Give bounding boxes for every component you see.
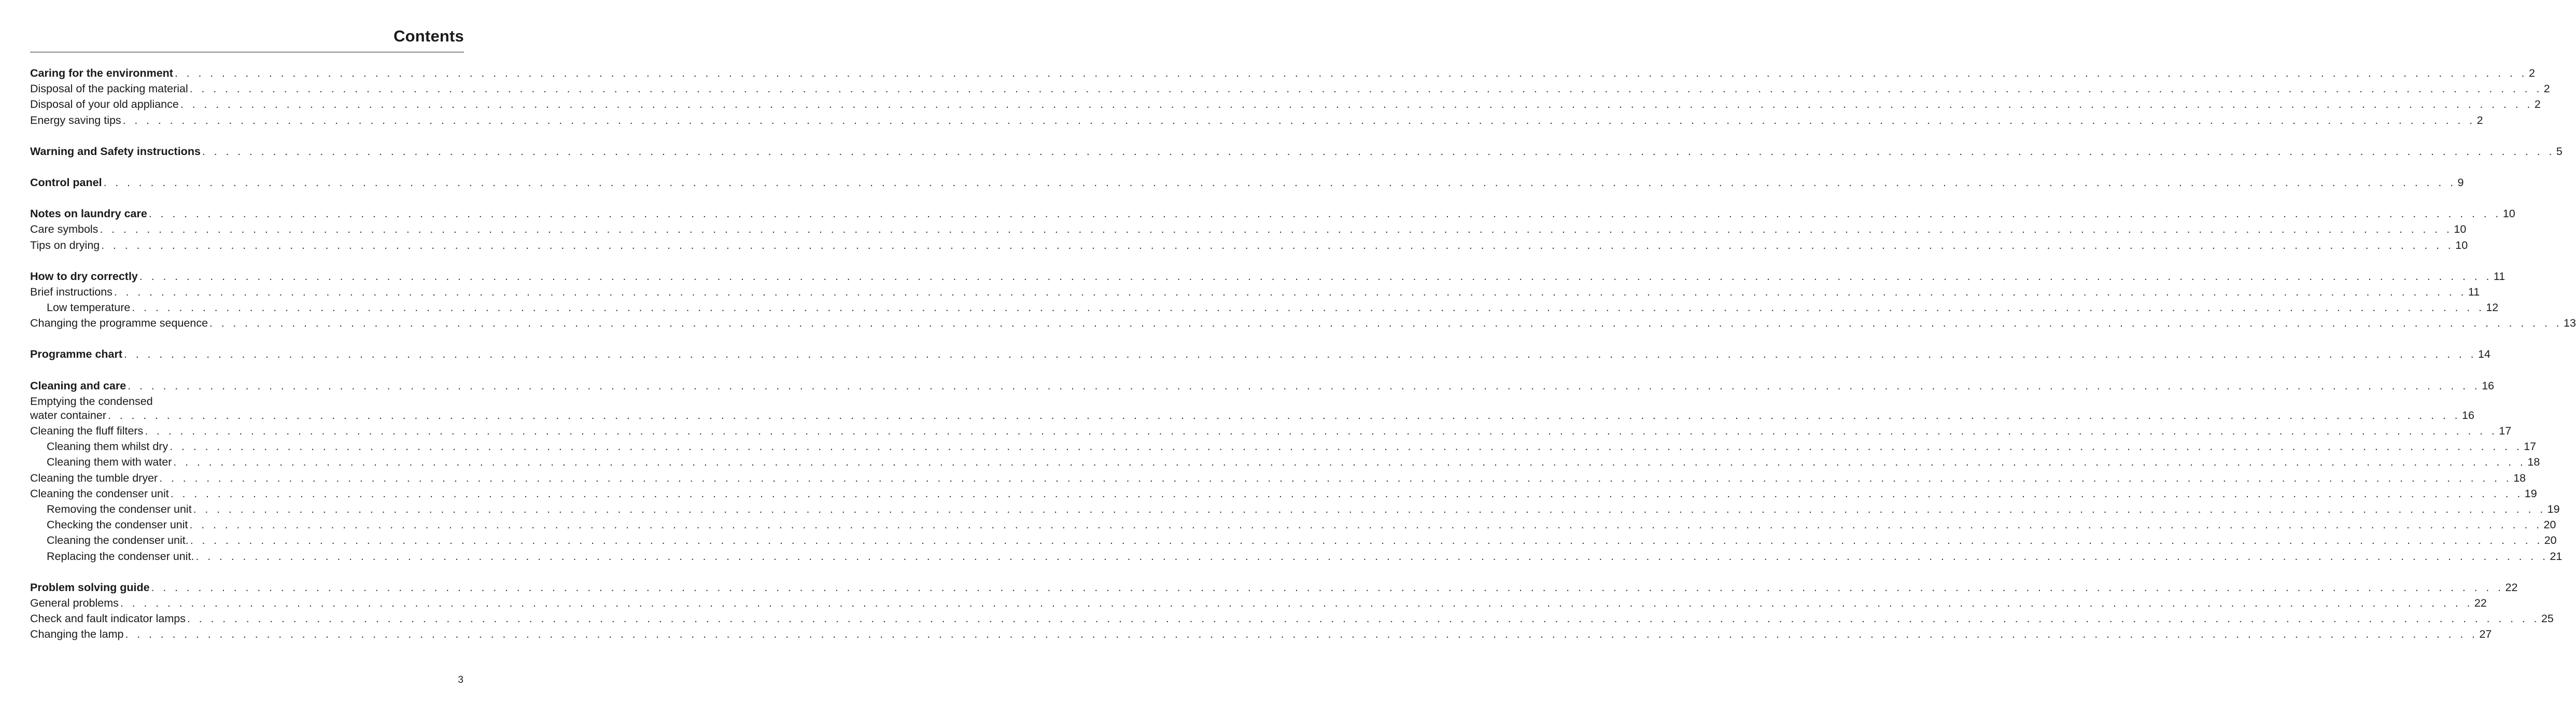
- toc-heading-entry[interactable]: [30, 580, 2518, 595]
- toc-entry-label: Notes on laundry care: [30, 207, 147, 220]
- toc-heading-entry[interactable]: [30, 65, 2535, 81]
- dot-leader: . . . . . . . . . . . . . . . . . . . . . . . . . . . . . . . . . . . . . . . . . . . . . . . . . . . . . . . . . . . . . . . . . . . . . . . . . . . . . . . . . . . . . . . . . . . . . . . . . . . . . . . . . . . . . . . . . . . . . . . . . . . . . . . . . . . . . . . . . . . . . . . . . . . . . . . . . . . . . . . . . . . . . . . . . . . . . . . . . . . . . . . . . . . . . . . . . . . . . . . .: [125, 628, 2478, 641]
- dot-leader: . . . . . . . . . . . . . . . . . . . . . . . . . . . . . . . . . . . . . . . . . . . . . . . . . . . . . . . . . . . . . . . . . . . . . . . . . . . . . . . . . . . . . . . . . . . . . . . . . . . . . . . . . . . . . . . . . . . . . . . . . . . . . . . . . . . . . . . . . . . . . . . . . . . . . . . . . . . . . . . . . . . . . . . . . . . . . . . . . . . . . . . . . . . . . . . . . . . . . . . .: [124, 348, 2477, 361]
- toc-entry-label: Checking the condenser unit: [47, 518, 188, 531]
- toc-entry-page-number: 19: [2547, 502, 2560, 515]
- toc-section: [30, 346, 2490, 362]
- toc-entry-page-number: 19: [2524, 487, 2537, 500]
- toc-section: [30, 206, 2515, 253]
- toc-entry-page-number: 17: [2499, 425, 2512, 437]
- toc-entry-page-number: 25: [2541, 612, 2554, 625]
- toc-entry-page-number: 14: [2478, 348, 2490, 361]
- dot-leader: . . . . . . . . . . . . . . . . . . . . . . . . . . . . . . . . . . . . . . . . . . . . . . . . . . . . . . . . . . . . . . . . . . . . . . . . . . . . . . . . . . . . . . . . . . . . . . . . . . . . . . . . . . . . . . . . . . . . . . . . . . . . . . . . . . . . . . . . . . . . . . . . . . . . . . . . . . . . . . . . . . . . . . . . . . . . . . . . . . . . . . . . . . . . . . . . . . . . . . . .: [159, 471, 2512, 484]
- toc-entry[interactable]: [30, 439, 2537, 454]
- dot-leader: . . . . . . . . . . . . . . . . . . . . . . . . . . . . . . . . . . . . . . . . . . . . . . . . . . . . . . . . . . . . . . . . . . . . . . . . . . . . . . . . . . . . . . . . . . . . . . . . . . . . . . . . . . . . . . . . . . . . . . . . . . . . . . . . . . . . . . . . . . . . . . . . . . . . . . . . . . . . . . . . . . . . . . . . . . . . . . . . . . . . . . . . . . . . . . . . . . . . . . . .: [100, 223, 2453, 236]
- dot-leader: . . . . . . . . . . . . . . . . . . . . . . . . . . . . . . . . . . . . . . . . . . . . . . . . . . . . . . . . . . . . . . . . . . . . . . . . . . . . . . . . . . . . . . . . . . . . . . . . . . . . . . . . . . . . . . . . . . . . . . . . . . . . . . . . . . . . . . . . . . . . . . . . . . . . . . . . . . . . . . . . . . . . . . . . . . . . . . . . . . . . . . . . . . . . . . . . . . . . . . . .: [148, 207, 2501, 220]
- toc-section: [30, 269, 2576, 331]
- toc-entry[interactable]: [30, 96, 2541, 112]
- dot-leader: . . . . . . . . . . . . . . . . . . . . . . . . . . . . . . . . . . . . . . . . . . . . . . . . . . . . . . . . . . . . . . . . . . . . . . . . . . . . . . . . . . . . . . . . . . . . . . . . . . . . . . . . . . . . . . . . . . . . . . . . . . . . . . . . . . . . . . . . . . . . . . . . . . . . . . . . . . . . . . . . . . . . . . . . . . . . . . . . . . . . . . . . . . . . . . . . . . . . . . . .: [170, 487, 2523, 500]
- dot-leader: . . . . . . . . . . . . . . . . . . . . . . . . . . . . . . . . . . . . . . . . . . . . . . . . . . . . . . . . . . . . . . . . . . . . . . . . . . . . . . . . . . . . . . . . . . . . . . . . . . . . . . . . . . . . . . . . . . . . . . . . . . . . . . . . . . . . . . . . . . . . . . . . . . . . . . . . . . . . . . . . . . . . . . . . . . . . . . . . . . . . . . . . . . . . . . . . . . . . . . . .: [151, 581, 2504, 594]
- toc-entry-label: Removing the condenser unit: [47, 502, 192, 515]
- toc-entry-page-number: 22: [2474, 596, 2487, 609]
- dot-leader: . . . . . . . . . . . . . . . . . . . . . . . . . . . . . . . . . . . . . . . . . . . . . . . . . . . . . . . . . . . . . . . . . . . . . . . . . . . . . . . . . . . . . . . . . . . . . . . . . . . . . . . . . . . . . . . . . . . . . . . . . . . . . . . . . . . . . . . . . . . . . . . . . . . . . . . . . . . . . . . . . . . . . . . . . . . . . . . . . . . . . . . . . . . . . . . . . . . . . . . .: [174, 67, 2527, 79]
- toc-entry[interactable]: [30, 284, 2480, 300]
- toc-entry-page-number: 10: [2455, 239, 2468, 251]
- toc-entry-page-number: 10: [2502, 207, 2515, 220]
- toc-section: [30, 144, 2563, 159]
- page-number: 3: [458, 675, 463, 685]
- toc-entry[interactable]: [30, 113, 2483, 128]
- toc-entry[interactable]: [30, 486, 2537, 501]
- toc-entry-label: Changing the lamp: [30, 628, 124, 641]
- toc-entry-label: Disposal of the packing material: [30, 82, 188, 95]
- toc-entry-page-number: 2: [2528, 67, 2535, 79]
- dot-leader: . . . . . . . . . . . . . . . . . . . . . . . . . . . . . . . . . . . . . . . . . . . . . . . . . . . . . . . . . . . . . . . . . . . . . . . . . . . . . . . . . . . . . . . . . . . . . . . . . . . . . . . . . . . . . . . . . . . . . . . . . . . . . . . . . . . . . . . . . . . . . . . . . . . . . . . . . . . . . . . . . . . . . . . . . . . . . . . . . . . . . . . . . . . . . . . . . . . . . . . .: [101, 239, 2454, 251]
- toc-entry-label: General problems: [30, 596, 119, 609]
- dot-leader: . . . . . . . . . . . . . . . . . . . . . . . . . . . . . . . . . . . . . . . . . . . . . . . . . . . . . . . . . . . . . . . . . . . . . . . . . . . . . . . . . . . . . . . . . . . . . . . . . . . . . . . . . . . . . . . . . . . . . . . . . . . . . . . . . . . . . . . . . . . . . . . . . . . . . . . . . . . . . . . . . . . . . . . . . . . . . . . . . . . . . . . . . . . . . . . . . . . . . . . .: [128, 379, 2481, 392]
- toc-entry-label: Tips on drying: [30, 239, 100, 251]
- toc-entry-page-number: 9: [2457, 176, 2464, 189]
- toc-entry-page-number: 27: [2479, 628, 2492, 641]
- dot-leader: . . . . . . . . . . . . . . . . . . . . . . . . . . . . . . . . . . . . . . . . . . . . . . . . . . . . . . . . . . . . . . . . . . . . . . . . . . . . . . . . . . . . . . . . . . . . . . . . . . . . . . . . . . . . . . . . . . . . . . . . . . . . . . . . . . . . . . . . . . . . . . . . . . . . . . . . . . . . . . . . . . . . . . . . . . . . . . . . . . . . . . . . . . . . . . . . . . . . . . . .: [189, 518, 2542, 531]
- dot-leader: . . . . . . . . . . . . . . . . . . . . . . . . . . . . . . . . . . . . . . . . . . . . . . . . . . . . . . . . . . . . . . . . . . . . . . . . . . . . . . . . . . . . . . . . . . . . . . . . . . . . . . . . . . . . . . . . . . . . . . . . . . . . . . . . . . . . . . . . . . . . . . . . . . . . . . . . . . . . . . . . . . . . . . . . . . . . . . . . . . . . . . . . . . . . . . . . . . . . . . . .: [202, 145, 2555, 158]
- dot-leader: . . . . . . . . . . . . . . . . . . . . . . . . . . . . . . . . . . . . . . . . . . . . . . . . . . . . . . . . . . . . . . . . . . . . . . . . . . . . . . . . . . . . . . . . . . . . . . . . . . . . . . . . . . . . . . . . . . . . . . . . . . . . . . . . . . . . . . . . . . . . . . . . . . . . . . . . . . . . . . . . . . . . . . . . . . . . . . . . . . . . . . . . . . . . . . . . . . . . . . . .: [108, 409, 2460, 422]
- toc-entry-label: Check and fault indicator lamps: [30, 612, 186, 625]
- toc-entry[interactable]: [30, 517, 2556, 532]
- dot-leader: . . . . . . . . . . . . . . . . . . . . . . . . . . . . . . . . . . . . . . . . . . . . . . . . . . . . . . . . . . . . . . . . . . . . . . . . . . . . . . . . . . . . . . . . . . . . . . . . . . . . . . . . . . . . . . . . . . . . . . . . . . . . . . . . . . . . . . . . . . . . . . . . . . . . . . . . . . . . . . . . . . . . . . . . . . . . . . . . . . . . . . . . . . . . . . . . . . . . . . . .: [103, 176, 2456, 189]
- toc-entry-page-number: 21: [2550, 550, 2563, 563]
- toc-section: [30, 65, 2550, 128]
- toc-entry[interactable]: [30, 501, 2560, 517]
- toc-entry[interactable]: [30, 611, 2554, 626]
- toc-entry[interactable]: [30, 595, 2487, 611]
- toc-heading-entry[interactable]: [30, 378, 2495, 394]
- toc-entry-page-number: 20: [2544, 534, 2557, 547]
- toc-entry-label: Cleaning the tumble dryer: [30, 471, 158, 484]
- toc-entry-page-number: 18: [2513, 471, 2526, 484]
- toc-entry-page-number: 11: [2468, 285, 2480, 298]
- toc-entry-label: Programme chart: [30, 348, 123, 361]
- toc-entry[interactable]: [30, 454, 2540, 470]
- dot-leader: . . . . . . . . . . . . . . . . . . . . . . . . . . . . . . . . . . . . . . . . . . . . . . . . . . . . . . . . . . . . . . . . . . . . . . . . . . . . . . . . . . . . . . . . . . . . . . . . . . . . . . . . . . . . . . . . . . . . . . . . . . . . . . . . . . . . . . . . . . . . . . . . . . . . . . . . . . . . . . . . . . . . . . . . . . . . . . . . . . . . . . . . . . . . . . . . . . . . . . . .: [195, 550, 2549, 563]
- toc-heading-entry[interactable]: [30, 269, 2505, 284]
- toc-entry-label: Changing the programme sequence: [30, 317, 208, 330]
- toc-entry[interactable]: [30, 532, 2557, 548]
- toc-entry-page-number: 12: [2486, 301, 2499, 314]
- toc-entry-label: Replacing the condenser unit.: [47, 550, 194, 563]
- toc-entry[interactable]: [30, 394, 2474, 423]
- dot-leader: . . . . . . . . . . . . . . . . . . . . . . . . . . . . . . . . . . . . . . . . . . . . . . . . . . . . . . . . . . . . . . . . . . . . . . . . . . . . . . . . . . . . . . . . . . . . . . . . . . . . . . . . . . . . . . . . . . . . . . . . . . . . . . . . . . . . . . . . . . . . . . . . . . . . . . . . . . . . . . . . . . . . . . . . . . . . . . . . . . . . . . . . . . . . . . . . . . . . . . . .: [145, 425, 2498, 437]
- toc-entry-label: Disposal of your old appliance: [30, 98, 179, 111]
- toc-heading-entry[interactable]: [30, 144, 2563, 159]
- page-title: Contents: [393, 27, 464, 45]
- toc-entry[interactable]: [30, 549, 2563, 564]
- toc-entry[interactable]: [30, 423, 2512, 439]
- toc-heading-entry[interactable]: [30, 346, 2490, 362]
- toc-entry-page-number: 10: [2454, 223, 2467, 236]
- toc-entry-page-number: 2: [2476, 114, 2483, 127]
- toc-entry-label: Cleaning them with water: [47, 456, 172, 469]
- toc-entry-page-number: 18: [2527, 456, 2540, 469]
- toc-entry-label: Energy saving tips: [30, 114, 121, 127]
- toc-entry-label: water container: [30, 409, 106, 422]
- toc-entry[interactable]: [30, 315, 2576, 331]
- toc-entry-page-number: 16: [2461, 409, 2474, 422]
- dot-leader: . . . . . . . . . . . . . . . . . . . . . . . . . . . . . . . . . . . . . . . . . . . . . . . . . . . . . . . . . . . . . . . . . . . . . . . . . . . . . . . . . . . . . . . . . . . . . . . . . . . . . . . . . . . . . . . . . . . . . . . . . . . . . . . . . . . . . . . . . . . . . . . . . . . . . . . . . . . . . . . . . . . . . . . . . . . . . . . . . . . . . . . . . . . . . . . . . . . . . . . .: [189, 82, 2542, 95]
- toc-entry-label: How to dry correctly: [30, 270, 138, 283]
- toc-entry-label: Warning and Safety instructions: [30, 145, 201, 158]
- dot-leader: . . . . . . . . . . . . . . . . . . . . . . . . . . . . . . . . . . . . . . . . . . . . . . . . . . . . . . . . . . . . . . . . . . . . . . . . . . . . . . . . . . . . . . . . . . . . . . . . . . . . . . . . . . . . . . . . . . . . . . . . . . . . . . . . . . . . . . . . . . . . . . . . . . . . . . . . . . . . . . . . . . . . . . . . . . . . . . . . . . . . . . . . . . . . . . . . . . . . . . . .: [120, 596, 2473, 609]
- toc-entry-page-number: 2: [2543, 82, 2550, 95]
- toc-entry[interactable]: [30, 237, 2468, 253]
- toc-entry-page-number: 22: [2505, 581, 2518, 594]
- dot-leader: . . . . . . . . . . . . . . . . . . . . . . . . . . . . . . . . . . . . . . . . . . . . . . . . . . . . . . . . . . . . . . . . . . . . . . . . . . . . . . . . . . . . . . . . . . . . . . . . . . . . . . . . . . . . . . . . . . . . . . . . . . . . . . . . . . . . . . . . . . . . . . . . . . . . . . . . . . . . . . . . . . . . . . . . . . . . . . . . . . . . . . . . . . . . . . . . . . . . . . . .: [173, 456, 2526, 469]
- toc-entry-page-number: 17: [2524, 440, 2537, 453]
- dot-leader: . . . . . . . . . . . . . . . . . . . . . . . . . . . . . . . . . . . . . . . . . . . . . . . . . . . . . . . . . . . . . . . . . . . . . . . . . . . . . . . . . . . . . . . . . . . . . . . . . . . . . . . . . . . . . . . . . . . . . . . . . . . . . . . . . . . . . . . . . . . . . . . . . . . . . . . . . . . . . . . . . . . . . . . . . . . . . . . . . . . . . . . . . . . . . . . . . . . . . . . .: [132, 301, 2485, 314]
- toc-heading-entry[interactable]: [30, 206, 2515, 221]
- toc-entry[interactable]: [30, 81, 2550, 96]
- toc-entry[interactable]: [30, 470, 2526, 486]
- toc-entry-label: Cleaning and care: [30, 379, 126, 392]
- toc-entry-page-number: 11: [2493, 270, 2505, 283]
- toc-entry-page-number: 2: [2534, 98, 2541, 111]
- dot-leader: . . . . . . . . . . . . . . . . . . . . . . . . . . . . . . . . . . . . . . . . . . . . . . . . . . . . . . . . . . . . . . . . . . . . . . . . . . . . . . . . . . . . . . . . . . . . . . . . . . . . . . . . . . . . . . . . . . . . . . . . . . . . . . . . . . . . . . . . . . . . . . . . . . . . . . . . . . . . . . . . . . . . . . . . . . . . . . . . . . . . . . . . . . . . . . . . . . . . . . . .: [190, 534, 2543, 547]
- toc-section: [30, 175, 2464, 190]
- dot-leader: . . . . . . . . . . . . . . . . . . . . . . . . . . . . . . . . . . . . . . . . . . . . . . . . . . . . . . . . . . . . . . . . . . . . . . . . . . . . . . . . . . . . . . . . . . . . . . . . . . . . . . . . . . . . . . . . . . . . . . . . . . . . . . . . . . . . . . . . . . . . . . . . . . . . . . . . . . . . . . . . . . . . . . . . . . . . . . . . . . . . . . . . . . . . . . . . . . . . . . . .: [122, 114, 2475, 127]
- toc-entry-page-number: 13: [2564, 317, 2576, 330]
- toc-entry[interactable]: [30, 626, 2492, 642]
- toc-section: [30, 580, 2554, 642]
- toc-entry-label: Care symbols: [30, 223, 98, 236]
- dot-leader: . . . . . . . . . . . . . . . . . . . . . . . . . . . . . . . . . . . . . . . . . . . . . . . . . . . . . . . . . . . . . . . . . . . . . . . . . . . . . . . . . . . . . . . . . . . . . . . . . . . . . . . . . . . . . . . . . . . . . . . . . . . . . . . . . . . . . . . . . . . . . . . . . . . . . . . . . . . . . . . . . . . . . . . . . . . . . . . . . . . . . . . . . . . . . . . . . . . . . . . .: [180, 98, 2533, 111]
- toc-entry-label: Cleaning the fluff filters: [30, 425, 144, 437]
- toc-entry-label: Cleaning the condenser unit: [30, 487, 169, 500]
- toc-entry-label: Caring for the environment: [30, 67, 173, 79]
- toc-entry-label: Control panel: [30, 176, 102, 189]
- toc-entry-label-line2: [30, 408, 2474, 423]
- toc-entry-page-number: 5: [2556, 145, 2563, 158]
- dot-leader: . . . . . . . . . . . . . . . . . . . . . . . . . . . . . . . . . . . . . . . . . . . . . . . . . . . . . . . . . . . . . . . . . . . . . . . . . . . . . . . . . . . . . . . . . . . . . . . . . . . . . . . . . . . . . . . . . . . . . . . . . . . . . . . . . . . . . . . . . . . . . . . . . . . . . . . . . . . . . . . . . . . . . . . . . . . . . . . . . . . . . . . . . . . . . . . . . . . . . . . .: [209, 317, 2563, 330]
- toc-entry-label: Low temperature: [47, 301, 131, 314]
- table-of-contents: [30, 65, 2576, 657]
- dot-leader: . . . . . . . . . . . . . . . . . . . . . . . . . . . . . . . . . . . . . . . . . . . . . . . . . . . . . . . . . . . . . . . . . . . . . . . . . . . . . . . . . . . . . . . . . . . . . . . . . . . . . . . . . . . . . . . . . . . . . . . . . . . . . . . . . . . . . . . . . . . . . . . . . . . . . . . . . . . . . . . . . . . . . . . . . . . . . . . . . . . . . . . . . . . . . . . . . . . . . . . .: [170, 440, 2523, 453]
- toc-heading-entry[interactable]: [30, 175, 2464, 190]
- toc-entry[interactable]: [30, 221, 2467, 237]
- toc-entry-label-line1: Emptying the condensed: [30, 395, 153, 408]
- toc-entry-label: Brief instructions: [30, 285, 112, 298]
- toc-entry-label: Cleaning them whilst dry: [47, 440, 168, 453]
- toc-entry-label: Problem solving guide: [30, 581, 150, 594]
- dot-leader: . . . . . . . . . . . . . . . . . . . . . . . . . . . . . . . . . . . . . . . . . . . . . . . . . . . . . . . . . . . . . . . . . . . . . . . . . . . . . . . . . . . . . . . . . . . . . . . . . . . . . . . . . . . . . . . . . . . . . . . . . . . . . . . . . . . . . . . . . . . . . . . . . . . . . . . . . . . . . . . . . . . . . . . . . . . . . . . . . . . . . . . . . . . . . . . . . . . . . . . .: [187, 612, 2540, 625]
- dot-leader: . . . . . . . . . . . . . . . . . . . . . . . . . . . . . . . . . . . . . . . . . . . . . . . . . . . . . . . . . . . . . . . . . . . . . . . . . . . . . . . . . . . . . . . . . . . . . . . . . . . . . . . . . . . . . . . . . . . . . . . . . . . . . . . . . . . . . . . . . . . . . . . . . . . . . . . . . . . . . . . . . . . . . . . . . . . . . . . . . . . . . . . . . . . . . . . . . . . . . . . .: [114, 285, 2467, 298]
- toc-entry-label: Cleaning the condenser unit.: [47, 534, 189, 547]
- toc-section: [30, 378, 2563, 564]
- dot-leader: . . . . . . . . . . . . . . . . . . . . . . . . . . . . . . . . . . . . . . . . . . . . . . . . . . . . . . . . . . . . . . . . . . . . . . . . . . . . . . . . . . . . . . . . . . . . . . . . . . . . . . . . . . . . . . . . . . . . . . . . . . . . . . . . . . . . . . . . . . . . . . . . . . . . . . . . . . . . . . . . . . . . . . . . . . . . . . . . . . . . . . . . . . . . . . . . . . . . . . . .: [139, 270, 2492, 283]
- toc-entry[interactable]: [30, 300, 2499, 315]
- toc-entry-page-number: 20: [2543, 518, 2556, 531]
- toc-entry-page-number: 16: [2482, 379, 2495, 392]
- dot-leader: . . . . . . . . . . . . . . . . . . . . . . . . . . . . . . . . . . . . . . . . . . . . . . . . . . . . . . . . . . . . . . . . . . . . . . . . . . . . . . . . . . . . . . . . . . . . . . . . . . . . . . . . . . . . . . . . . . . . . . . . . . . . . . . . . . . . . . . . . . . . . . . . . . . . . . . . . . . . . . . . . . . . . . . . . . . . . . . . . . . . . . . . . . . . . . . . . . . . . . . .: [193, 502, 2546, 515]
